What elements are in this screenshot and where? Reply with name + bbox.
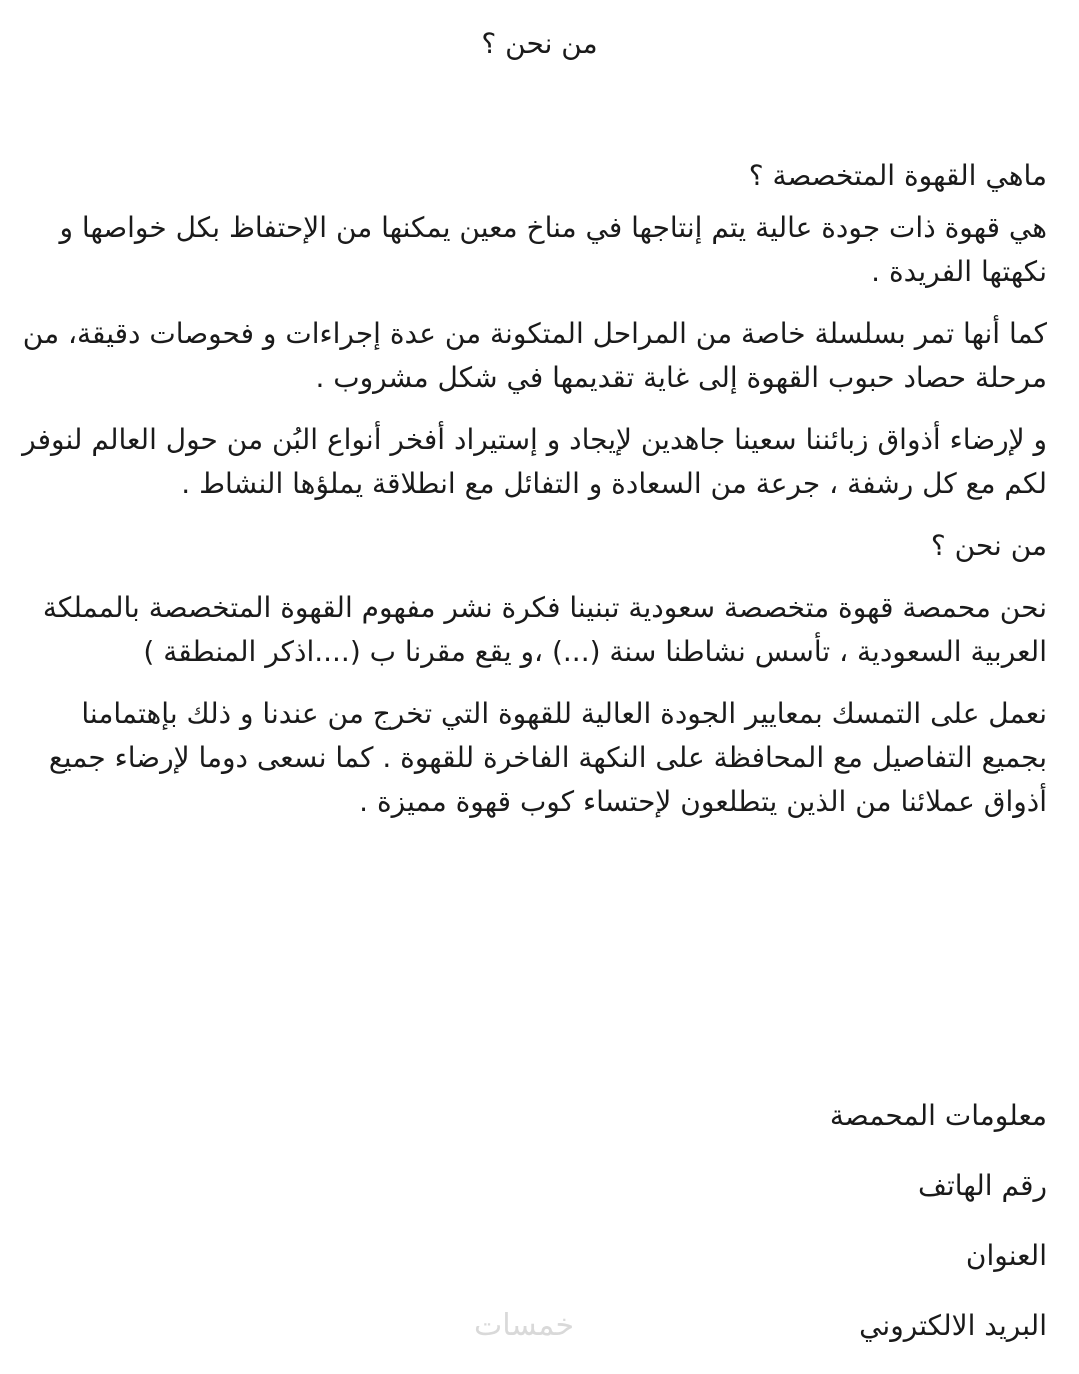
specialty-paragraph-3: و لإرضاء أذواق زبائننا سعينا جاهدين لإيجاد و إستيراد أفخر أنواع البُن من حول العالم لنوفر لكم مع كل رشفة ، جرعة من السعادة و التفائل مع انطلاقة يملؤها النشاط . bbox=[22, 423, 1047, 500]
watermark: خمسات bbox=[474, 1308, 575, 1343]
phone-label: رقم الهاتف bbox=[918, 1169, 1047, 1202]
roastery-info-heading: معلومات المحمصة bbox=[829, 1099, 1047, 1132]
document-body bbox=[20, 154, 1047, 842]
page-title: من نحن ؟ bbox=[481, 27, 598, 60]
about-us-heading: من نحن ؟ bbox=[930, 529, 1047, 562]
about-us-paragraph-1: نحن محمصة قهوة متخصصة سعودية تبنينا فكرة نشر مفهوم القهوة المتخصصة بالمملكة العربية السعودية ، تأسس نشاطنا سنة (...) ،و يقع مقرنا ب (....اذكر المنطقة ) bbox=[42, 591, 1047, 668]
specialty-paragraph-1: هي قهوة ذات جودة عالية يتم إنتاجها في مناخ معين يمكنها من الإحتفاظ بكل خواصها و نكهتها الفريدة . bbox=[59, 211, 1047, 288]
about-us-paragraph-2: نعمل على التمسك بمعايير الجودة العالية للقهوة التي تخرج من عندنا و ذلك بإهتمامنا بجميع التفاصيل مع المحافظة على النكهة الفاخرة للقهوة . كما نسعى دوما لإرضاء جميع أذواق عملائنا من الذين يتطلعون لإحتساء كوب قهوة مميزة . bbox=[48, 697, 1047, 818]
specialty-coffee-heading: ماهي القهوة المتخصصة ؟ bbox=[748, 159, 1047, 192]
address-label: العنوان bbox=[965, 1239, 1047, 1272]
specialty-paragraph-2: كما أنها تمر بسلسلة خاصة من المراحل المتكونة من عدة إجراءات و فحوصات دقيقة، من مرحلة حصاد حبوب القهوة إلى غاية تقديمها في شكل مشروب . bbox=[22, 317, 1047, 394]
roastery-info bbox=[547, 1094, 1047, 1374]
email-label: البريد الالكتروني bbox=[859, 1309, 1047, 1342]
